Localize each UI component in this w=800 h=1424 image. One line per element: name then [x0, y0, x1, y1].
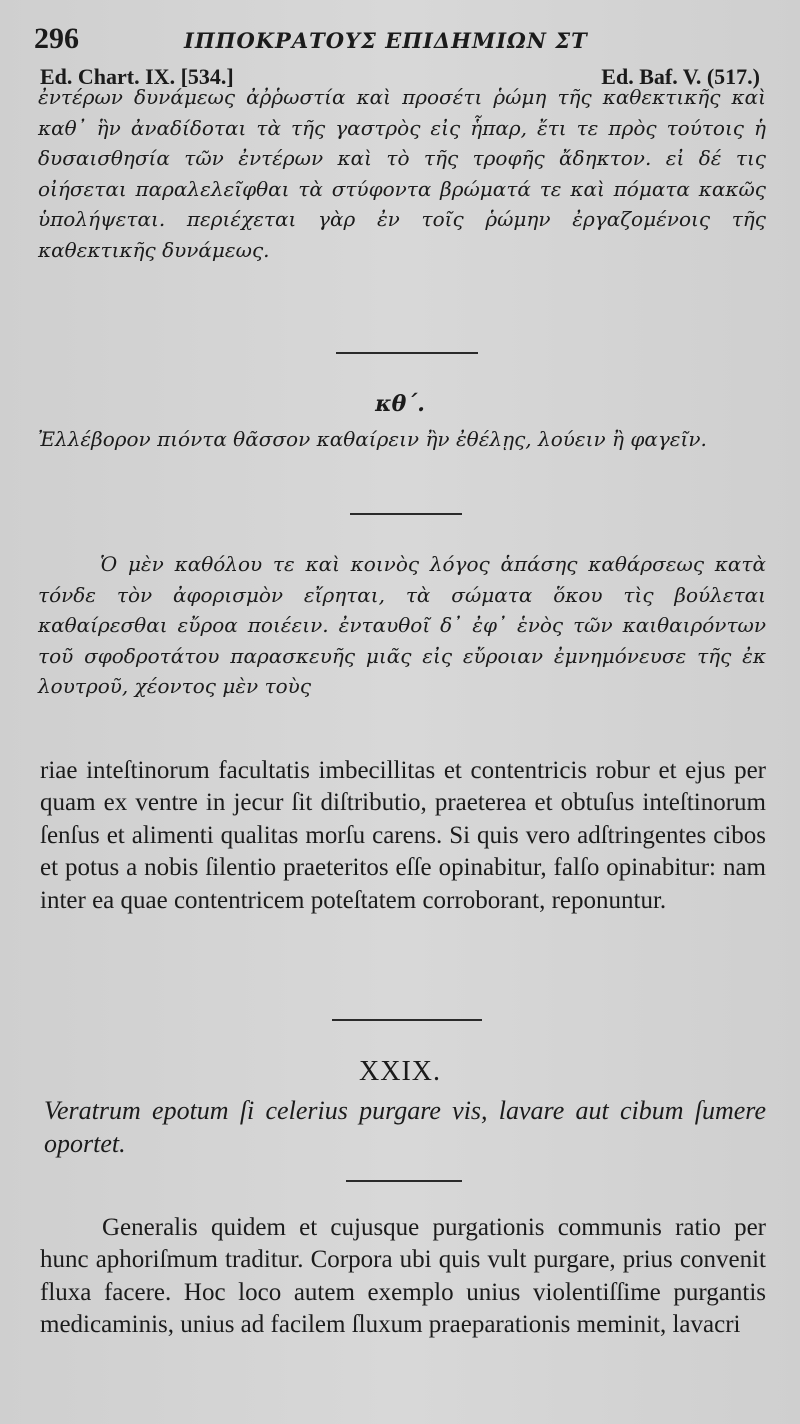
edition-ref-right: Ed. Baf. V. (517.)	[601, 64, 760, 89]
greek-continuation-paragraph: ἐντέρων δυνάμεως ἀῤῥωστία καὶ προσέτι ῥώμη τῆς καθεκτικῆς καὶ καθ᾽ ἣν ἀναδίδοται τὰ τῆς γαστρὸς εἰς ἧπαρ, ἔτι τε πρὸς τούτοις ἡ δυσαισθησία τῶν ἐντέρων καὶ τὸ τῆς τροφῆς ἄδηκτον. εἰ δέ τις οἰήσεται παραλελεῖφθαι τὰ στύφοντα βρώματά τε καὶ πόματα κακῶς ὑπολήψεται. περιέχεται γὰρ ἐν τοῖς ῥώμην ἐργαζομένοις τῆς καθεκτικῆς δυνάμεως.	[38, 85, 766, 262]
greek-aphorism-text: Ἐλλέβορον πιόντα θᾶσσον καθαίρειν ἢν ἐθέλῃς, λούειν ἢ φαγεῖν.	[38, 427, 707, 451]
section-divider	[350, 513, 462, 515]
latin-aphorism-number: XXIX.	[359, 1056, 441, 1087]
greek-commentary-paragraph: Ὁ μὲν καθόλου τε καὶ κοινὸς λόγος ἁπάσης καθάρσεως κατὰ τόνδε τὸν ἀφορισμὸν εἴρηται, τὰ σώματα ὅκου τὶς βούλεται καθαίρεσθαι εὔροα ποιέειν. ἐνταυθοῖ δ᾽ ἐφ᾽ ἑνὸς τῶν καιθαιρόντων τοῦ σφοδροτάτου παρασκευῆς μιᾶς εἰς εὔροιαν ἐμνημόνευσε τῆς ἐκ λουτροῦ, χέοντος μὲν τοὺς	[38, 552, 766, 698]
page-number: 296	[34, 22, 79, 55]
edition-ref-left: Ed. Chart. IX. [534.]	[40, 64, 234, 89]
section-divider	[336, 352, 478, 354]
latin-aphorism-text: Veratrum epotum ſi celerius purgare vis, lavare aut cibum ſumere oportet.	[44, 1096, 766, 1158]
section-divider	[332, 1019, 482, 1021]
greek-aphorism-number: κθ΄.	[375, 391, 425, 417]
running-title: ΙΠΠΟΚΡΑΤΟΥΣ ΕΠΙΔΗΜΙΩΝ ΣΤ	[184, 28, 588, 53]
latin-commentary-paragraph: Generalis quidem et cujusque purgationis communis ratio per hunc aphoriſmum traditur. Corpora ubi quis vult purgare, prius convenit fluxa facere. Hoc loco autem exemplo unius violentiſſime purgantis medicaminis, unius ad facilem ſluxum praeparationis meminit, lavacri	[40, 1214, 766, 1339]
section-divider	[346, 1180, 462, 1182]
latin-continuation-paragraph: riae inteſtinorum facultatis imbecillitas et contentricis robur et ejus per quam ex ventre in jecur ſit diſtributio, praeterea et obtuſus inteſtinorum ſenſus et alimenti qualitas morſu carens. Si quis vero adſtringentes cibos et potus a nobis ſilentio praeteritos eſſe opinabitur, falſo opinabitur: nam inter ea quae contentricem poteſtatem corroborant, reponuntur.	[40, 757, 766, 914]
page-header	[34, 22, 760, 58]
